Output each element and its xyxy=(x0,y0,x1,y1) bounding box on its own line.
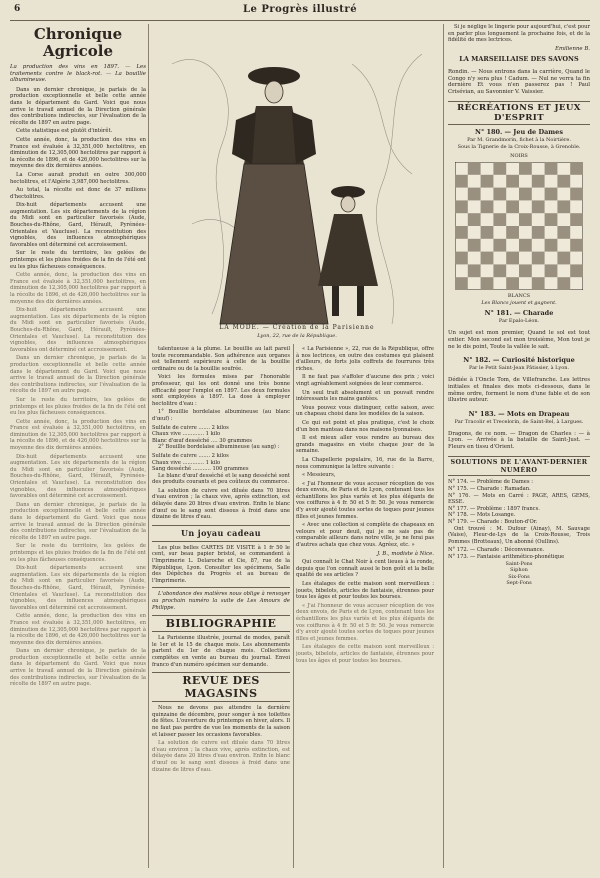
paragraph: Sur le reste du territoire, les gelées de printemps et les pluies froides de la fin de l'été ont eu les plus fâcheuses conséquences. xyxy=(10,396,146,417)
paragraph: Dix-huit départements accusent une augmentation. Les six départements de la région du Midi sont en particulier favorisés (Aude, Bouches-du-Rhône, Gard, Hérault, Pyrénées-Orientales et Vaucluse). La reconstitution des vignobles, des influences atmosphériques favorables ont déterminé cet accroissement. xyxy=(10,565,146,611)
board-square xyxy=(532,252,545,265)
paragraph: Si je néglige le lingerie pour aujourd'hui, c'est pour en parler plus longuement la prochaine fois, et de la fidélité de mes lectrices. xyxy=(448,24,590,44)
paragraph: Dix-huit départements accusent une augmentation. Les six départements de la région du Midi sont en particulier favorisés (Aude, Bouches-du-Rhône, Gard, Hérault, Pyrénées-Orientales et Vaucluse). La reconstitution des vignobles, des influences atmosphériques favorables ont déterminé cet accroissement. xyxy=(10,453,146,500)
formula-line: Chaux vive ............. 1 kilo xyxy=(152,431,221,438)
board-square xyxy=(545,213,558,226)
board-square xyxy=(557,201,570,214)
paragraph: Nous ne devons pas attendre la dernière quinzaine de décembre, pour songer à nos toilettes de fêtes. L'ouverture du printemps en hiver, alors. Il ne faut pas perdre de vue les moments de la saison et laisser passer les occasions favorables. xyxy=(152,705,290,738)
letter-salutation: « Messieurs, xyxy=(302,472,336,479)
solution-line: N° 174. — Problème de Dames : xyxy=(448,479,533,486)
game-heading: N° 183. — Mots en Drapeau xyxy=(468,409,570,418)
fashion-illustration xyxy=(152,24,442,340)
advertisement: Les plus belles CARTES DE VISITE à 1 fr 50 le cent, sur beau papier bristol, se commandent à l'Imprimerie L. Delaroche et Cie, 87, rue de la République, Lyon. Consulter les spécimens, Salle des Dépêches du Progrès et au bureau de l'Imprimerie. xyxy=(152,544,290,584)
column-rule xyxy=(293,344,294,868)
paragraph: Cette année, donc, la production des vins en France est évaluée à 32,351,000 hectolitres, en diminution de 12,305,000 hectolitres par rapport à la récolte de 1896, et de 426,000 hectolitres sur la moyenne des dix dernières années. xyxy=(10,418,146,452)
article-subtitle: La production des vins en 1897. — Les traitements contre le black-rot. — La bouillie albumineuse. xyxy=(10,64,146,84)
letter-body: « J'ai l'honneur de vous accuser réception de vos deux envois, de Paris et de Lyon, contenant tous les échantillons les plus variés et les plus élégants de vos coiffures à 4 fr. 50 et 5 fr. 50. Je vous remercie d'y avoir ajouté toutes sortes de toques pour jeunes filles et jeunes femmes. xyxy=(296,480,434,520)
paragraph: talentueuse à la plume. Le bouillie au lait pareil toute recommandable. Son adhérence aux organes est tellement supérieure à celle de la bouillie ordinaire ou de la bouillie soufrée. xyxy=(152,346,290,372)
board-square xyxy=(506,252,519,265)
paragraph: La solution de cuivre est diluée dans 70 litres d'eau environ ; la chaux vive, après extinction, est délayée dans 20 litres d'eau environ. Enfin le blanc d'œuf ou le sang sont dissous à froid dans une dizaine de litres d'eau. xyxy=(152,487,290,521)
solution-word: Sept-Fons xyxy=(506,580,532,587)
paragraph: « La Parisienne », 22, rue de la République, offre à nos lectrices, en outre des costumes qui plaisent d'ailleurs, de forts jolis coffrets de fourrures très riches. xyxy=(296,346,434,372)
ad-heading: Un joyau cadeau xyxy=(152,525,290,542)
curiosity-text: Dédiée à l'Oncle Tom, de Villefranche. Les lettres initiales et finales des mots ci-dessous, dans le même ordre, forment le nom d'une fable et de son illustre auteur. xyxy=(448,377,590,404)
board-square xyxy=(545,162,558,175)
board-square xyxy=(532,175,545,188)
board-square xyxy=(493,239,506,252)
game-heading: N° 181. — Charade xyxy=(484,309,554,318)
board-square xyxy=(557,252,570,265)
publication-title: Le Progrès illustré xyxy=(242,4,358,15)
paragraph: Cette année, donc, la production des vins en France est évaluée à 32,351,000 hectolitres, en diminution de 12,305,000 hectolitres par rapport à la récolte de 1896, et de 426,000 hectolitres sur la moyenne des dix dernières années. xyxy=(10,613,146,646)
board-square xyxy=(493,265,506,278)
board-caption: Les Blancs jouent et gagnent. xyxy=(481,299,557,306)
masthead xyxy=(10,4,590,21)
board-square xyxy=(468,213,481,226)
board-square xyxy=(468,265,481,278)
game-byline: Par Epalo-Léon. xyxy=(498,318,540,325)
board-square xyxy=(570,239,583,252)
board-square xyxy=(557,277,570,290)
board-square xyxy=(506,277,519,290)
board-square xyxy=(519,213,532,226)
solution-line: N° 177. — Problème : 1897 francs. xyxy=(448,505,540,512)
board-square xyxy=(493,162,506,175)
board-square xyxy=(481,277,494,290)
board-square xyxy=(519,162,532,175)
paragraph: Un seul trait absolument et un pouvait rendre intéressants les mains gantées. xyxy=(296,389,434,403)
paragraph: Les étalages de cette maison sont merveilleux : jouets, bibelots, articles de fantaisie, étrennes pour tous les âges et pour toutes les bourses. xyxy=(296,644,434,664)
checkers-board xyxy=(455,162,583,290)
solution-line: N° 175. — Charade : Ramadan. xyxy=(448,486,531,492)
board-square xyxy=(557,226,570,239)
board-square xyxy=(481,252,494,265)
paragraph: Ce qui est point et plus pratique, c'est le choix d'un bon manteau dans nos maisons lyonnaises. xyxy=(296,419,434,433)
board-square xyxy=(455,175,468,188)
column-games xyxy=(448,24,590,868)
paragraph: Cette année, donc, la production des vins en France est évaluée à 32,351,000 hectolitres, en diminution de 12,305,000 hectolitres par rapport à la récolte de 1896, et de 426,000 hectolitres sur la moyenne des dix dernières années. xyxy=(10,136,146,170)
board-square xyxy=(455,277,468,290)
paragraph: Dans un dernier chronique, je parlais de la production exceptionnelle et belle cette année dans le département du Gard. Voici que nous arrive le travail annuel de la Direction générale des contributions indirectes, sur l'évaluation de la récolte de 1897 en autre page. xyxy=(10,648,146,688)
formula-line: Sulfate de cuivre ....... 2 kilos xyxy=(152,452,229,459)
column-two xyxy=(152,346,290,868)
paragraph: « J'ai l'honneur de vous accuser réception de vos deux envois, de Paris et de Lyon, contenant tous les échantillons les plus variés et les plus élégants de vos coiffures à 4 fr. 50 et 5 fr. 50. Je vous remercie d'y avoir ajouté toutes sortes de toques pour jeunes filles et jeunes femmes. xyxy=(296,602,434,642)
game-heading: N° 182. — Curiosité historique xyxy=(463,356,575,365)
paragraph: Sur le reste du territoire, les gelées de printemps et les pluies froides de la fin de l'été ont eu les plus fâcheuses conséquences. xyxy=(10,543,146,563)
solution-line: N° 179. — Charade : Bouton-d'Or. xyxy=(448,518,538,525)
letter-body: « Avec une collection si complète de chapeaux en velours et pour deuil, qui je ne sais pas de comparable ailleurs dans notre ville, je ne ferai pas d'autres achats que chez vous. Agréez, etc. » xyxy=(296,522,434,549)
paragraph: La Parisienne illustrée, journal de modes, paraît le 1er et le 15 de chaque mois. Les abonnements partent du 1er de chaque mois. Collections complètes en vente au bureau du journal. Envoi franco d'un numéro spécimen sur demande. xyxy=(152,635,290,668)
board-bottom-label: BLANCS xyxy=(507,293,531,300)
paragraph: Dans un dernier chronique, je parlais de la production exceptionnelle et belle cette année dans le département du Gard. Voici que nous arrive le travail annuel de la Direction générale des contributions indirectes, sur l'évaluation de la récolte de 1897 en autre page. xyxy=(10,86,146,126)
board-square xyxy=(468,188,481,201)
charade-text: Un sujet est mon premier, Quand le sol est tout entier. Mon second est mon troisième, Mon tout je ne le dis point, Toute la vallée le sait. xyxy=(448,330,590,350)
board-square xyxy=(481,175,494,188)
paragraph: La Chapellerie populaire, 16, rue de la Barre, nous communique la lettre suivante : xyxy=(296,456,434,470)
column-rule xyxy=(148,24,149,868)
solution-line: N° 178. — Mots Losange. xyxy=(448,512,516,519)
signature: Emilienne B. xyxy=(555,45,590,52)
paragraph: Il ne faut pas s'affoler d'aucune des prix ; voici vingt agréablement soignées de leur commerce. xyxy=(296,374,434,387)
board-square xyxy=(493,213,506,226)
column-rule xyxy=(443,24,444,868)
formula-title: 2° Bouillie bordelaise albumineuse (au sang) : xyxy=(158,444,280,451)
board-square xyxy=(519,239,532,252)
section-heading-revue: REVUE DES MAGASINS xyxy=(152,672,290,702)
board-square xyxy=(481,226,494,239)
board-square xyxy=(468,162,481,175)
solution-word: Siphon xyxy=(510,567,528,574)
board-square xyxy=(468,239,481,252)
solution-word: Saint-Pons xyxy=(505,560,533,567)
paragraph: Cette statistique est plutôt d'intérêt. xyxy=(16,128,113,135)
illustration-caption: LA MODE. — Création de la Parisienne xyxy=(219,324,375,331)
board-square xyxy=(455,201,468,214)
paragraph: Les étalages de cette maison sont merveilleux : jouets, bibelots, articles de fantaisie, étrennes pour tous les âges et pour toutes les bourses. xyxy=(296,581,434,601)
board-square xyxy=(545,265,558,278)
board-top-label: NOIRS xyxy=(510,152,528,159)
paragraph: Qui connaît le Chat Noir à cent lieues à la ronde, depuis que l'on connaît aussi le bon goût et la belle qualité de ses articles ? xyxy=(296,559,434,579)
solution-line: N° 176. — Mots en Carré : PAGE, ARES, GEMS, ESSE. xyxy=(448,492,590,506)
paragraph: Au total, la récolte est donc de 37 millions d'hectolitres. xyxy=(10,187,146,200)
board-square xyxy=(532,277,545,290)
board-square xyxy=(570,162,583,175)
column-agriculture xyxy=(10,24,146,868)
paragraph: Vous pouvez vous distinguer, cette saison, avec un chapeau choisi dans les modèles de la saison. xyxy=(296,404,434,418)
board-square xyxy=(570,265,583,278)
solvers: Ont trouvé : M. Dufour (Ainay), M. Sauvage (Vaise), Fleur-de-Lys de la Croix-Rousse, Trois Pommes (Brotteaux), Un abonné (Oullins). xyxy=(448,525,590,545)
game-byline: Par Tracolir et Trecelorin, de Saint-Bel, à Largues. xyxy=(454,418,584,425)
mots-text: Dragons, de ce nom. — Dragon de Charles : — à Lyon. — Arrivée à la bataille de Saint-Just. — Fleurs en tissu d'Orient. xyxy=(448,430,590,451)
board-square xyxy=(532,226,545,239)
formula-title: 1° Bouillie bordelaise albumineuse (au blanc d'œuf) : xyxy=(152,409,290,422)
board-square xyxy=(506,201,519,214)
paragraph: Dans un dernier chronique, je parlais de la production exceptionnelle et belle cette année dans le département du Gard. Voici que nous arrive le travail annuel de la Direction générale des contributions indirectes, sur l'évaluation de la récolte de 1897 en autre page. xyxy=(10,355,146,395)
board-square xyxy=(532,201,545,214)
board-square xyxy=(570,188,583,201)
paragraph: Dans un dernier chronique, je parlais de la production exceptionnelle et belle cette année dans le département du Gard. Voici que nous arrive le travail annuel de la Direction générale des contributions indirectes, sur l'évaluation de la récolte de 1897 en autre page. xyxy=(10,501,146,541)
paragraph: Sur le reste du territoire, les gelées de printemps et les pluies froides de la fin de l'été ont eu les plus fâcheuses conséquences. xyxy=(10,250,146,270)
solution-line: N° 173. — Fantaisie arithmético-phonétique xyxy=(448,553,565,560)
board-square xyxy=(506,226,519,239)
game-byline: Par le Petit Saint-Jean Pâtissier, à Lyon. xyxy=(468,365,570,372)
board-square xyxy=(506,175,519,188)
paragraph: Dix-huit départements accusent une augmentation. Les six départements de la région du Midi sont en particulier favorisés (Aude, Bouches-du-Rhône, Gard, Hérault, Pyrénées-Orientales et Vaucluse). La reconstitution des vignobles, des influences atmosphériques favorables ont déterminé cet accroissement. xyxy=(10,202,146,248)
board-square xyxy=(481,201,494,214)
board-square xyxy=(557,175,570,188)
paragraph: Cette année, donc, la production des vins en France est évaluée à 32,351,000 hectolitres, en diminution de 12,305,000 hectolitres par rapport à la récolte de 1896, et de 426,000 hectolitres sur la moyenne des dix dernières années. xyxy=(10,272,146,305)
solution-line: N° 172. — Charade : Déconvenance. xyxy=(448,547,545,554)
board-square xyxy=(519,265,532,278)
board-square xyxy=(455,226,468,239)
game-heading: N° 180. — Jeu de Dames xyxy=(475,128,563,137)
board-square xyxy=(493,188,506,201)
paragraph: La solution de cuivre est diluée dans 70 litres d'eau environ ; la chaux vive, après extinction, est délayée dans 20 litres d'eau environ. Enfin le blanc d'œuf ou le sang sont dissous à froid dans une dizaine de litres d'eau. xyxy=(152,740,290,773)
paragraph: Il est mieux aller vous rendre au bureau des grands magasins en visite chaque jour de la semaine. xyxy=(296,435,434,455)
game-byline: Par M. Grandmorin, fichet à la Noirtière. xyxy=(467,137,571,144)
paragraph: Dix-huit départements accusent une augmentation. Les six départements de la région du Midi sont en particulier favorisés (Aude, Bouches-du-Rhône, Gard, Hérault, Pyrénées-Orientales et Vaucluse). La reconstitution des vignobles, des influences atmosphériques favorables ont déterminé cet accroissement. xyxy=(10,307,146,353)
formula-line: Sulfate de cuivre ....... 2 kilos xyxy=(152,424,229,431)
section-heading-bibliographie: BIBLIOGRAPHIE xyxy=(152,615,290,632)
formula-line: Sang desséché ........... 100 grammes xyxy=(152,466,249,473)
column-three xyxy=(296,346,434,868)
solutions-heading: SOLUTIONS DE L'AVANT-DERNIER NUMÉRO xyxy=(448,456,590,476)
solution-word: Six-Fons xyxy=(508,573,530,580)
paragraph: Voici les formules mises par l'honorable professeur, qui les ont donné une très bonne efficacité pour l'emploi en 1897. Les deux formules sont employées à 1897. La dose à employer hectolitre d'eau : xyxy=(152,374,290,407)
article-title: Chronique Agricole xyxy=(33,25,123,60)
board-square xyxy=(455,252,468,265)
board-square xyxy=(545,188,558,201)
paragraph: La Corse aurait produit en outre 300,000 hectolitres, et l'Algérie 3,987,000 hectolitres. xyxy=(10,171,146,185)
games-heading: RÉCRÉATIONS ET JEUX D'ESPRIT xyxy=(448,101,590,125)
formula-line: Chaux vive ............. 1 kilo xyxy=(152,459,221,466)
page-number: 6 xyxy=(14,4,21,14)
formula-line: Blanc d'œuf desséché .... 30 grammes xyxy=(152,437,252,444)
illustration-subcaption: Lyon, 22, rue de la République. xyxy=(257,333,337,339)
game-byline: Sous la Tignerie de la Croix-Rousse, à Grenoble. xyxy=(457,143,581,150)
editor-notice: L'abondance des matières nous oblige à renvoyer au prochain numéro la suite de Les Amours de Philippe. xyxy=(152,591,290,611)
paragraph: Le blanc d'œuf desséché et le sang desséché sont des produits courants et peu coûteux du commerce. xyxy=(152,472,290,486)
song-text: Rondin. — Nous entrons dans la carrière, Quand le Congo n'y sera plus ! Cadum. — Nul ne verra ta fin dernière Et vous n'en passerez pas ! Paul Crisévian, au Savonnier V. Vaissier. xyxy=(448,68,590,96)
board-square xyxy=(519,188,532,201)
board-square xyxy=(545,239,558,252)
song-heading: LA MARSEILLAISE DES SAVONS xyxy=(459,55,579,64)
board-square xyxy=(570,213,583,226)
letter-signature: J. B., modiste à Nice. xyxy=(377,550,434,557)
